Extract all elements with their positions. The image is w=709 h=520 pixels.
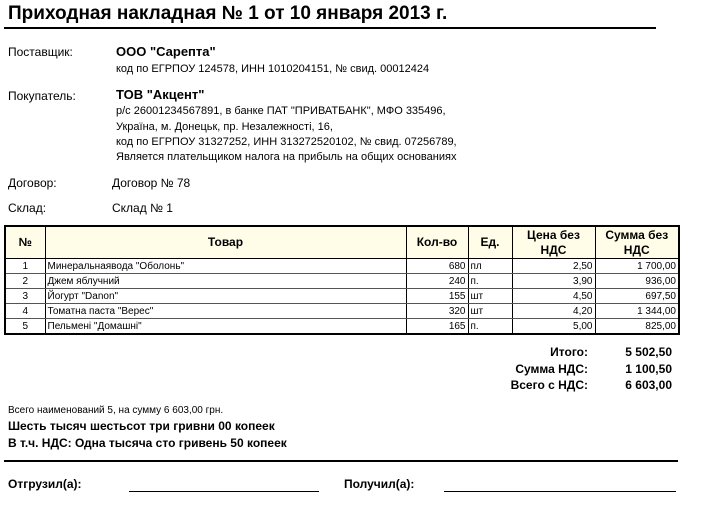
grand-total-label: Всего с НДС: (510, 378, 588, 392)
vat-in-words: В т.ч. НДС: Одна тысяча сто гривень 50 копеек (8, 436, 287, 450)
row-number: 5 (5, 319, 45, 335)
row-sum: 825,00 (595, 319, 679, 335)
col-header-quantity: Кол-во (406, 226, 468, 259)
buyer-details-line-4: Является плательщиком налога на прибыль на общих основаниях (116, 151, 457, 163)
received-by-signature-line (444, 491, 676, 492)
row-price: 5,00 (512, 319, 595, 335)
table-row (5, 259, 679, 274)
row-product: Джем яблучний (45, 274, 406, 289)
col-header-product: Товар (45, 226, 406, 259)
col-header-price: Цена без НДС (512, 226, 595, 259)
contract-label: Договор: (8, 176, 57, 190)
buyer-details-line-2: Україна, м. Донецьк, пр. Незалежності, 16, (116, 121, 333, 133)
row-product: Йогурт "Danon" (45, 289, 406, 304)
table-row (5, 274, 679, 289)
total-value: 5 502,50 (625, 345, 672, 359)
row-number: 3 (5, 289, 45, 304)
vat-label: Сумма НДС: (515, 362, 588, 376)
title-underline (4, 27, 656, 29)
row-price: 2,50 (512, 259, 595, 274)
shipped-by-label: Отгрузил(а): (8, 477, 82, 491)
row-sum: 1 344,00 (595, 304, 679, 319)
warehouse-label: Склад: (8, 201, 47, 215)
row-quantity: 155 (406, 289, 468, 304)
summary-line: Всего наименований 5, на сумму 6 603,00 грн. (8, 405, 224, 416)
amount-in-words: Шесть тысяч шестьсот три гривни 00 копеек (8, 419, 275, 433)
buyer-details-line-1: р/с 26001234567891, в банке ПАТ "ПРИВАТБАНК", МФО 335496, (116, 105, 446, 117)
row-price: 3,90 (512, 274, 595, 289)
grand-total-value: 6 603,00 (625, 378, 672, 392)
row-price: 4,20 (512, 304, 595, 319)
contract-value: Договор № 78 (112, 176, 191, 190)
shipped-by-signature-line (129, 491, 319, 492)
row-number: 1 (5, 259, 45, 274)
row-unit: шт (468, 304, 512, 319)
table-row (5, 289, 679, 304)
row-quantity: 320 (406, 304, 468, 319)
warehouse-value: Склад № 1 (112, 201, 173, 215)
row-quantity: 240 (406, 274, 468, 289)
row-unit: пл (468, 259, 512, 274)
col-header-number: № (5, 226, 45, 259)
row-sum: 697,50 (595, 289, 679, 304)
buyer-label: Покупатель: (8, 89, 76, 103)
row-number: 4 (5, 304, 45, 319)
supplier-details: код по ЕГРПОУ 124578, ИНН 1010204151, № свид. 00012424 (116, 63, 430, 75)
received-by-label: Получил(а): (344, 477, 415, 491)
items-table (4, 225, 680, 335)
table-header-row (5, 226, 679, 259)
table-row (5, 304, 679, 319)
buyer-details-line-3: код по ЕГРПОУ 31327252, ИНН 313272520102, № свид. 07256789, (116, 136, 457, 148)
col-header-unit: Ед. (468, 226, 512, 259)
row-product: Минеральнаявода "Оболонь" (45, 259, 406, 274)
table-row (5, 319, 679, 335)
signature-separator (4, 460, 678, 462)
buyer-name: ТОВ "Акцент" (116, 87, 205, 102)
vat-value: 1 100,50 (625, 362, 672, 376)
row-product: Пельмені "Домашні" (45, 319, 406, 335)
row-sum: 1 700,00 (595, 259, 679, 274)
supplier-name: ООО "Сарепта" (116, 44, 216, 59)
row-number: 2 (5, 274, 45, 289)
row-quantity: 680 (406, 259, 468, 274)
col-header-sum: Сумма без НДС (595, 226, 679, 259)
row-unit: п. (468, 274, 512, 289)
row-sum: 936,00 (595, 274, 679, 289)
document-title: Приходная накладная № 1 от 10 января 2013 г. (8, 3, 448, 24)
supplier-label: Поставщик: (8, 45, 73, 59)
row-unit: п. (468, 319, 512, 335)
row-quantity: 165 (406, 319, 468, 335)
row-unit: шт (468, 289, 512, 304)
row-price: 4,50 (512, 289, 595, 304)
total-label: Итого: (550, 345, 588, 359)
row-product: Томатна паста "Верес" (45, 304, 406, 319)
